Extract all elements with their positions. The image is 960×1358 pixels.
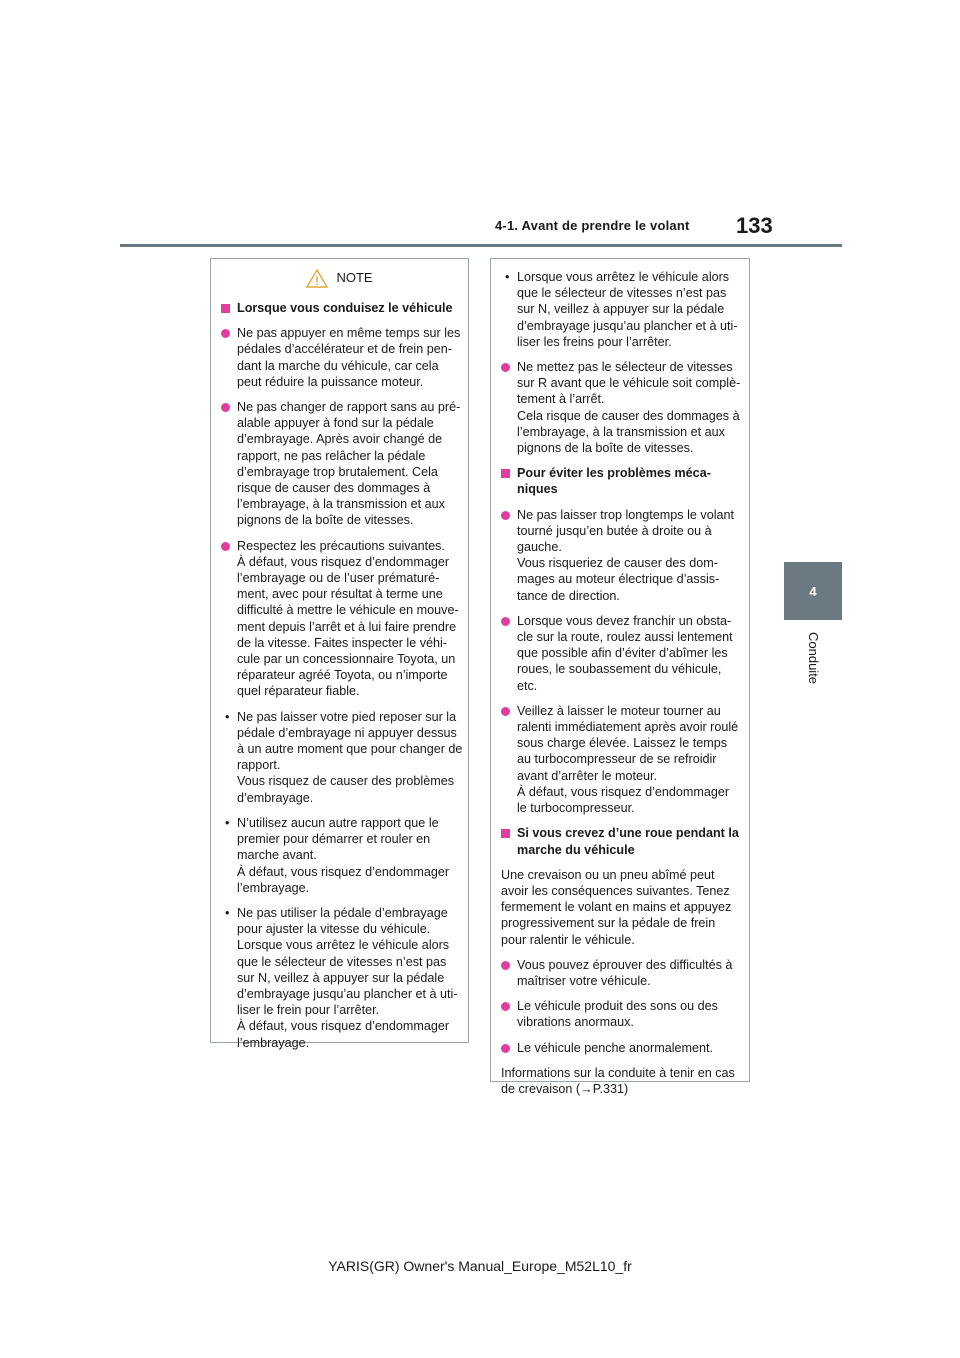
note-title: NOTE <box>336 270 373 286</box>
text-line: avant d’arrêter le moteur. <box>517 768 658 783</box>
text-line: Vous risqueriez de causer des dom- <box>517 556 718 571</box>
text-line: le turbocompresseur. <box>517 801 635 816</box>
text-line: pignons de la boîte de vitesses. <box>237 513 414 528</box>
text-line: alable appuyer à fond sur la pédale <box>237 416 434 431</box>
warning-triangle-icon <box>306 269 328 288</box>
text-line: • Lorsque vous arrêtez le véhicule alors <box>517 270 730 284</box>
footer-text: YARIS(GR) Owner's Manual_Europe_M52L10_fr <box>328 1258 632 1274</box>
note-content-right <box>501 269 739 1097</box>
section-heading <box>501 825 739 857</box>
text-line: sous charge élevée. Laissez le temps <box>517 736 728 751</box>
chapter-label: Conduite <box>806 632 821 685</box>
text-line: liser les freins pour l’arrêter. <box>517 334 672 349</box>
bullet-item <box>501 998 739 1030</box>
note-box-left <box>210 258 469 1050</box>
text-line: cle sur la route, roulez aussi lentement <box>517 630 733 645</box>
text-line: d’embrayage trop brutalement. Cela <box>237 464 438 479</box>
sub-bullet-item <box>221 709 463 806</box>
text-line: difficulté à mettre le véhicule en mouve- <box>237 603 459 618</box>
bullet-item <box>221 538 458 700</box>
text-line: que le sélecteur de vitesses n’est pas <box>237 954 447 969</box>
text-line: Une crevaison ou un pneu abîmé peut <box>501 867 715 882</box>
text-line: premier pour démarrer et rouler en <box>237 832 431 847</box>
sub-bullet-item <box>221 815 458 896</box>
section-heading <box>221 300 458 316</box>
text-line: réparateur agréé Toyota, ou n’importe <box>237 668 448 683</box>
text-line: rapport, ne pas relâcher la pédale <box>237 448 426 463</box>
text-line: avoir les conséquences suivantes. Tenez <box>501 883 730 898</box>
text-line: tance de direction. <box>517 588 620 603</box>
text-line: niques <box>517 482 558 497</box>
bullet-item <box>501 359 739 456</box>
text-line: risque de causer des dommages à <box>237 481 431 496</box>
text-line: tement à l’arrêt. <box>517 392 605 407</box>
text-line: Ne pas appuyer en même temps sur les <box>237 326 461 341</box>
text-line: • N’utilisez aucun autre rapport que le <box>237 815 439 830</box>
text-line: maîtriser votre véhicule. <box>517 973 651 988</box>
bullet-item <box>221 399 461 529</box>
text-line: gauche. <box>517 540 562 555</box>
text-line: sur N, veillez à appuyer sur la pédale <box>237 970 445 985</box>
text-line: • Ne pas utiliser la pédale d’embrayage <box>237 905 448 920</box>
bullet-item <box>501 703 739 816</box>
paragraph <box>501 867 739 948</box>
header-divider <box>120 244 842 247</box>
text-line: rapport. <box>237 758 281 773</box>
text-line: Vous pouvez éprouver des difficultés à <box>517 957 733 972</box>
text-line: liser le frein pour l’arrêter. <box>237 1003 380 1018</box>
text-line: À défaut, vous risquez d’endommager <box>517 784 730 799</box>
text-line: pédales d’accélérateur et de frein pen- <box>237 342 452 357</box>
text-line: vibrations anormaux. <box>517 1015 634 1030</box>
text-line: quel réparateur fiable. <box>237 684 360 699</box>
text-line: Le véhicule produit des sons ou des <box>517 999 718 1014</box>
text-line: Ne pas laisser trop longtemps le volant <box>517 507 735 522</box>
text-line: marche avant. <box>237 848 317 863</box>
bullet-item <box>501 1040 739 1056</box>
text-line: d’embrayage. <box>237 790 314 805</box>
text-line: pour ralentir le véhicule. <box>501 932 635 947</box>
text-line: l’embrayage ou de l’user prématuré- <box>237 571 440 586</box>
text-line: Informations sur la conduite à tenir en cas <box>501 1065 735 1080</box>
text-line: • Ne pas laisser votre pied reposer sur la <box>237 709 457 724</box>
text-line: dant la marche du véhicule, car cela <box>237 358 439 373</box>
text-line: d’embrayage. Après avoir changé de <box>237 432 443 447</box>
text-line: Lorsque vous arrêtez le véhicule alors <box>237 938 450 953</box>
text-line: Si vous crevez d’une roue pendant la <box>517 826 739 841</box>
text-line: Cela risque de causer des dommages à <box>517 408 740 423</box>
note-header <box>221 269 458 288</box>
text-line: Le véhicule penche anormalement. <box>517 1040 714 1055</box>
text-line: Lorsque vous conduisez le véhicule <box>237 301 453 315</box>
text-line: au turbocompresseur de se refroidir <box>517 752 717 767</box>
text-line: Veillez à laisser le moteur tourner au <box>517 703 721 718</box>
text-line: roues, le soubassement du véhicule, <box>517 662 722 677</box>
text-line: ment depuis l’arrêt et à lui faire prendre <box>237 619 457 634</box>
text-line: Lorsque vous devez franchir un obsta- <box>517 613 732 628</box>
bullet-item <box>501 613 739 694</box>
text-line: sur N, veillez à appuyer sur la pédale <box>517 302 725 317</box>
text-line: l’embrayage, à la transmission et aux <box>237 497 445 512</box>
text-line: ralenti immédiatement après avoir roulé <box>517 720 739 735</box>
text-line: l’embrayage. <box>237 880 310 895</box>
text-line: ment, avec pour résultat à terme une <box>237 587 443 602</box>
sub-bullet-item <box>221 905 458 1051</box>
text-line: l’embrayage, à la transmission et aux <box>517 424 725 439</box>
text-line: cule par un concessionnaire Toyota, un <box>237 652 456 667</box>
text-line: fermement le volant en mains et appuyez <box>501 900 732 915</box>
text-line: progressivement sur la pédale de frein <box>501 916 716 931</box>
bullet-item <box>501 507 739 604</box>
text-line: Ne mettez pas le sélecteur de vitesses <box>517 360 733 375</box>
text-line: Ne pas changer de rapport sans au pré- <box>237 400 461 415</box>
section-heading <box>501 465 739 497</box>
text-line: peut réduire la puissance moteur. <box>237 374 424 389</box>
bullet-item <box>221 325 461 390</box>
text-line: d’embrayage jusqu’au plancher et à uti- <box>517 318 738 333</box>
chapter-number: 4 <box>809 583 817 599</box>
text-line: que le sélecteur de vitesses n’est pas <box>517 286 727 301</box>
text-line: pédale d’embrayage ni appuyer dessus <box>237 725 457 740</box>
text-line: Vous risquez de causer des problèmes <box>237 774 455 789</box>
text-line: que possible afin d’éviter d’abîmer les <box>517 646 728 661</box>
text-line: À défaut, vous risquez d’endommager <box>237 554 450 569</box>
sub-bullet-item <box>501 269 739 350</box>
text-line: Pour éviter les problèmes méca- <box>517 466 711 481</box>
text-line: de la vitesse. Faites inspecter le véhi- <box>237 635 447 650</box>
text-line: pour ajuster la vitesse du véhicule. <box>237 922 431 937</box>
text-line: etc. <box>517 678 538 693</box>
text-line: d’embrayage jusqu’au plancher et à uti- <box>237 986 458 1001</box>
text-line: À défaut, vous risquez d’endommager <box>237 864 450 879</box>
note-content-left <box>221 300 463 1051</box>
text-line: mages au moteur électrique d’assis- <box>517 572 720 587</box>
text-line: l’embrayage. <box>237 1035 310 1050</box>
text-line: À défaut, vous risquez d’endommager <box>237 1019 450 1034</box>
section-title: 4-1. Avant de prendre le volant <box>495 218 690 233</box>
chapter-tab <box>784 562 842 620</box>
text-line: Respectez les précautions suivantes. <box>237 538 445 553</box>
text-line: marche du véhicule <box>517 842 635 857</box>
text-line: de crevaison (→P.331) <box>501 1081 629 1096</box>
text-line: tourné jusqu’en butée à droite ou à <box>517 523 712 538</box>
bullet-item <box>501 957 739 989</box>
note-box-right <box>490 258 750 1096</box>
text-line: à un autre moment que pour changer de <box>237 742 463 757</box>
page-number: 133 <box>736 213 773 238</box>
text-line: pignons de la boîte de vitesses. <box>517 441 694 456</box>
text-line: sur R avant que le véhicule soit complè- <box>517 376 741 391</box>
paragraph <box>501 1065 739 1097</box>
